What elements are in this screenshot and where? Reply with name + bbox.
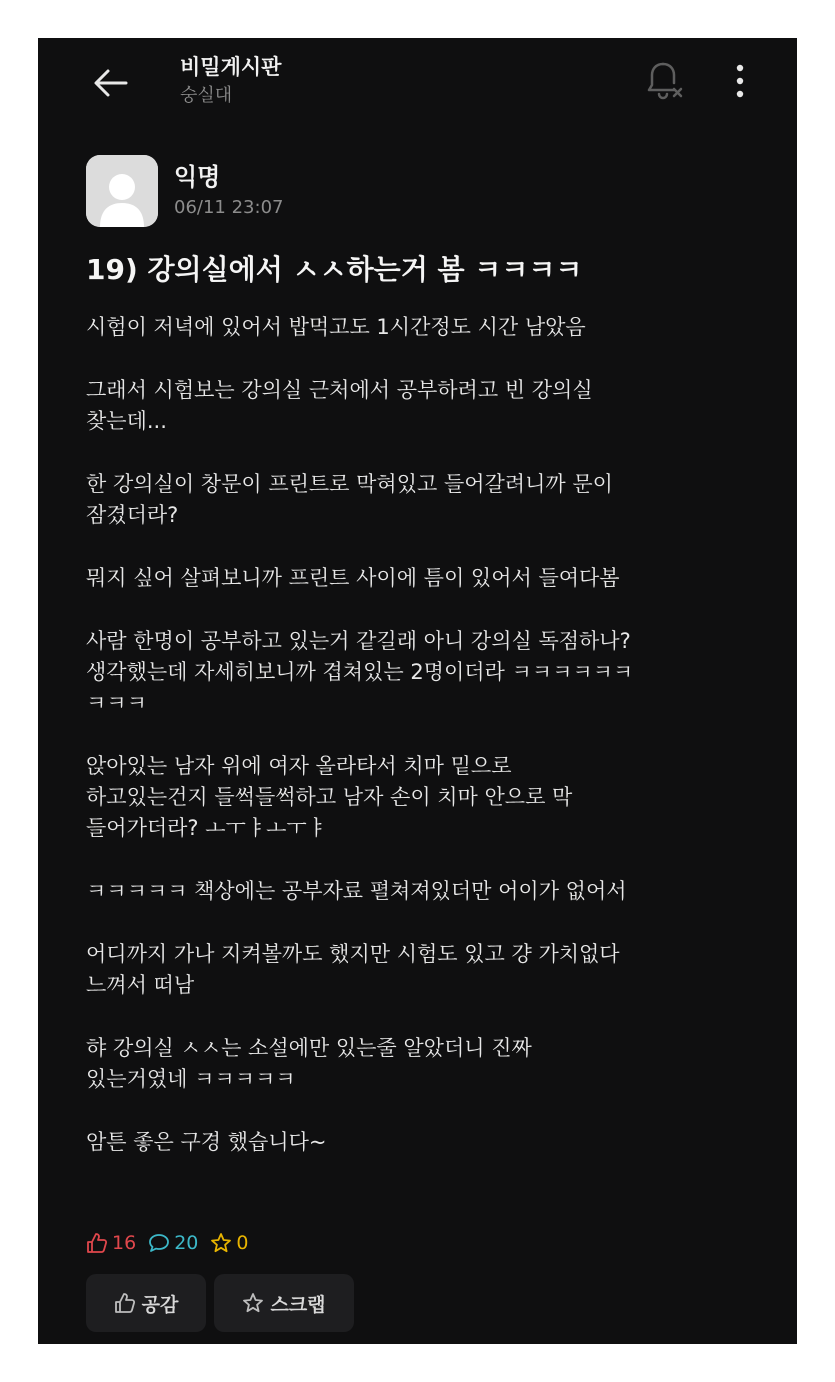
bell-off-icon [646, 61, 684, 101]
post-paragraph: 앉아있는 남자 위에 여자 올라타서 치마 밑으로 하고있는건지 들썩들썩하고 남자 손이 치마 안으로 막 들어가더라? ㅗㅜㅑㅗㅜㅑ [86, 754, 573, 840]
comment-count: 20 [174, 1232, 199, 1254]
thumbs-up-icon [86, 1232, 108, 1254]
post-title: 19) 강의실에서 ㅅㅅ하는거 봄 ㅋㅋㅋㅋ [86, 253, 583, 286]
app-header [38, 38, 797, 138]
post-paragraph: 뭐지 싶어 살펴보니까 프린트 사이에 틈이 있어서 들여다봄 [86, 566, 620, 590]
post-paragraph: 암튼 좋은 구경 했습니다~ [86, 1130, 327, 1154]
scrap-button[interactable] [214, 1274, 354, 1332]
more-vertical-icon [735, 64, 745, 98]
avatar [86, 155, 158, 227]
like-button[interactable] [86, 1274, 206, 1332]
arrow-left-icon [93, 68, 129, 98]
thumbs-up-icon [114, 1292, 136, 1314]
more-options-button[interactable] [720, 58, 760, 104]
author-name: 익명 [174, 163, 221, 191]
like-stat [86, 1232, 136, 1254]
post-paragraph: 한 강의실이 창문이 프린트로 막혀있고 들어갈려니까 문이 잠겼더라? [86, 472, 613, 527]
scrap-stat [210, 1232, 248, 1254]
comment-stat [148, 1232, 198, 1254]
scrap-button-label: 스크랩 [270, 1293, 326, 1316]
author-meta [174, 160, 283, 222]
star-icon [242, 1292, 264, 1314]
post-screen [38, 38, 797, 1344]
scrap-count: 0 [236, 1232, 249, 1254]
like-button-label: 공감 [141, 1293, 179, 1316]
post-author [86, 154, 283, 228]
post-timestamp: 06/11 23:07 [174, 197, 284, 218]
post-paragraph: 그래서 시험보는 강의실 근처에서 공부하려고 빈 강의실 찾는데... [86, 378, 593, 433]
school-name: 숭실대 [180, 85, 233, 106]
post-paragraph: 사람 한명이 공부하고 있는거 같길래 아니 강의실 독점하나? 생각했는데 자세히보니까 겹쳐있는 2명이더라 ㅋㅋㅋㅋㅋㅋ ㅋㅋㅋ [86, 629, 634, 715]
post-body [86, 312, 766, 1190]
post-paragraph: 시험이 저녁에 있어서 밥먹고도 1시간정도 시간 남았음 [86, 315, 586, 339]
like-count: 16 [112, 1232, 137, 1254]
comment-icon [148, 1232, 170, 1254]
board-title: 비밀게시판 [180, 55, 282, 79]
default-avatar-icon [86, 155, 158, 227]
star-icon [210, 1232, 232, 1254]
post-paragraph: ㅋㅋㅋㅋㅋ 책상에는 공부자료 펼쳐져있더만 어이가 없어서 [86, 879, 627, 903]
post-stats [86, 1228, 260, 1258]
back-button[interactable] [86, 58, 136, 108]
post-actions [86, 1274, 362, 1332]
board-title-block [180, 52, 281, 110]
post-paragraph: 햐 강의실 ㅅㅅ는 소설에만 있는줄 알았더니 진짜 있는거였네 ㅋㅋㅋㅋㅋ [86, 1036, 532, 1091]
post-paragraph: 어디까지 가나 지켜볼까도 했지만 시험도 있고 걍 가치없다 느껴서 떠남 [86, 942, 620, 997]
notification-toggle-button[interactable] [642, 58, 688, 104]
